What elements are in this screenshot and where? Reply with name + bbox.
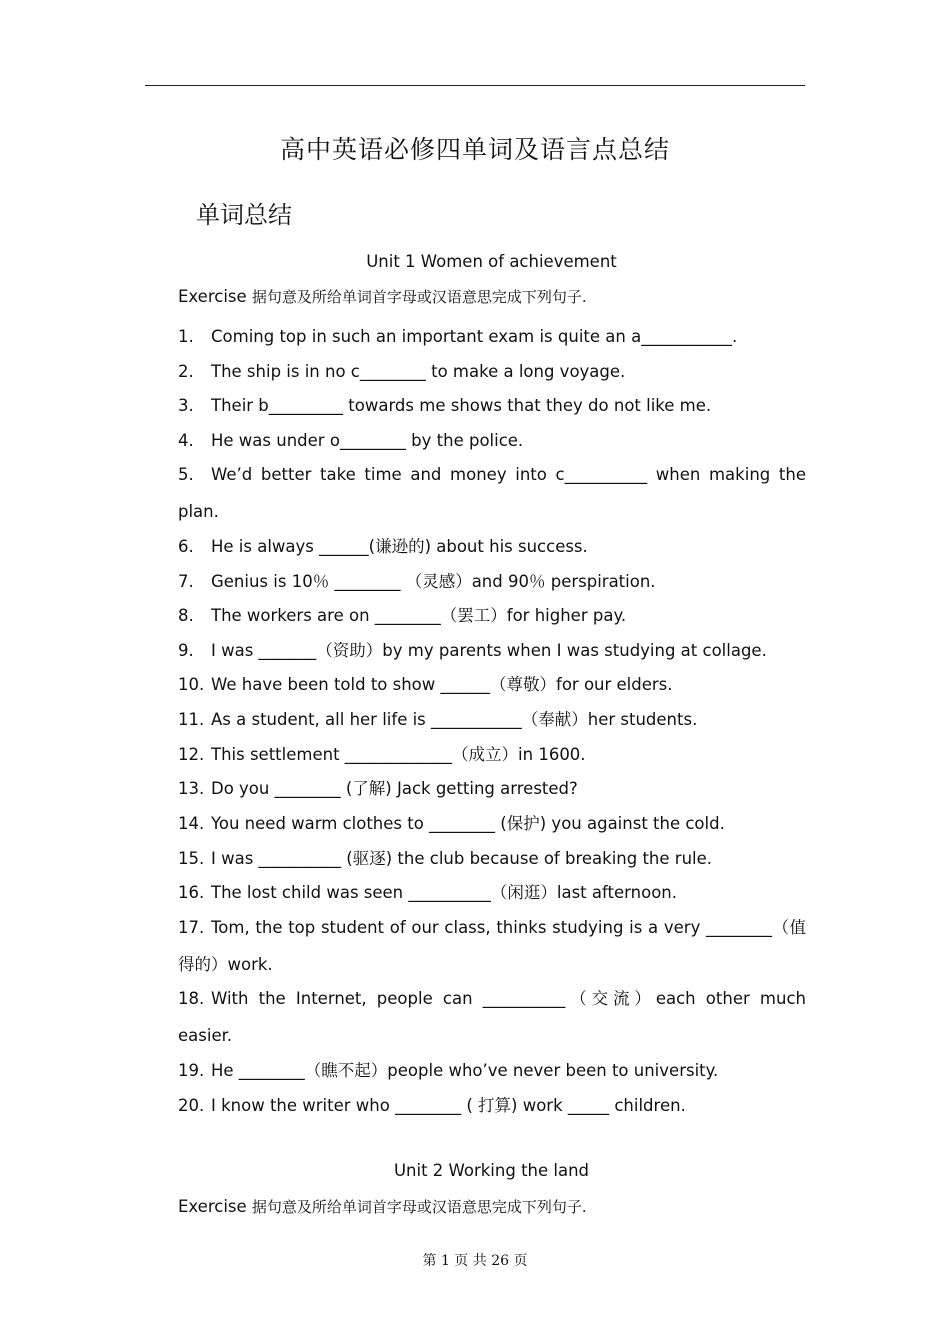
exercise-instruction: 据句意及所给单词首字母或汉语意思完成下列句子.	[251, 288, 587, 306]
list-item: 11. As a student, all her life is ___________（奉献）her students.	[178, 710, 698, 730]
list-item: 13. Do you ________ (了解) Jack getting arrested?	[178, 779, 578, 799]
exercise-list	[145, 318, 806, 1121]
unit-2-title: Unit 2 Working the land	[393, 1161, 590, 1180]
list-item: 15. I was __________ (驱逐) the club because of breaking the rule.	[178, 848, 713, 868]
list-item: 2. The ship is in no c________ to make a long voyage.	[178, 361, 626, 381]
unit-1-exercise	[178, 286, 587, 307]
header-rule	[145, 85, 805, 86]
list-item: 16. The lost child was seen __________（闲逛）last afternoon.	[178, 883, 677, 903]
list-item: 4. He was under o________ by the police.	[178, 430, 524, 450]
unit-2-exercise	[178, 1196, 587, 1217]
exercise-label: Exercise	[178, 1197, 247, 1216]
unit-1-title: Unit 1 Women of achievement	[366, 252, 617, 271]
exercise-label: Exercise	[178, 287, 247, 306]
exercise-instruction: 据句意及所给单词首字母或汉语意思完成下列句子.	[251, 1198, 587, 1216]
list-item: 6. He is always ______(谦逊的) about his success.	[178, 537, 588, 557]
list-item: 9. I was _______（资助）by my parents when I was studying at collage.	[178, 640, 767, 660]
list-item: 10. We have been told to show ______（尊敬）for our elders.	[178, 675, 673, 695]
section-heading: 单词总结	[196, 201, 292, 229]
list-item: 7. Genius is 10％ ________ （灵感）and 90％ perspiration.	[178, 571, 656, 591]
list-item: 17. Tom, the top student of our class, thinks studying is a very ________（值得的）work.	[178, 917, 806, 974]
list-item: 20. I know the writer who ________ ( 打算) work _____ children.	[178, 1095, 686, 1115]
list-item: 19. He ________（瞧不起）people who’ve never been to university.	[178, 1060, 719, 1080]
list-item: 8. The workers are on ________（罢工）for higher pay.	[178, 606, 627, 626]
list-item: 3. Their b_________ towards me shows that they do not like me.	[178, 396, 712, 416]
list-item: 1. Coming top in such an important exam is quite an a___________.	[178, 327, 738, 346]
page-footer: 第 1 页 共 26 页	[422, 1253, 528, 1269]
page-title: 高中英语必修四单词及语言点总结	[279, 135, 670, 164]
list-item: 14. You need warm clothes to ________ (保护) you against the cold.	[178, 813, 725, 833]
list-item: 5. We’d better take time and money into c__________ when making the plan.	[178, 465, 806, 522]
list-item: 12. This settlement _____________（成立）in 1600.	[178, 744, 586, 764]
list-item: 18. With the Internet, people can __________（交流）each other much easier.	[178, 989, 806, 1046]
